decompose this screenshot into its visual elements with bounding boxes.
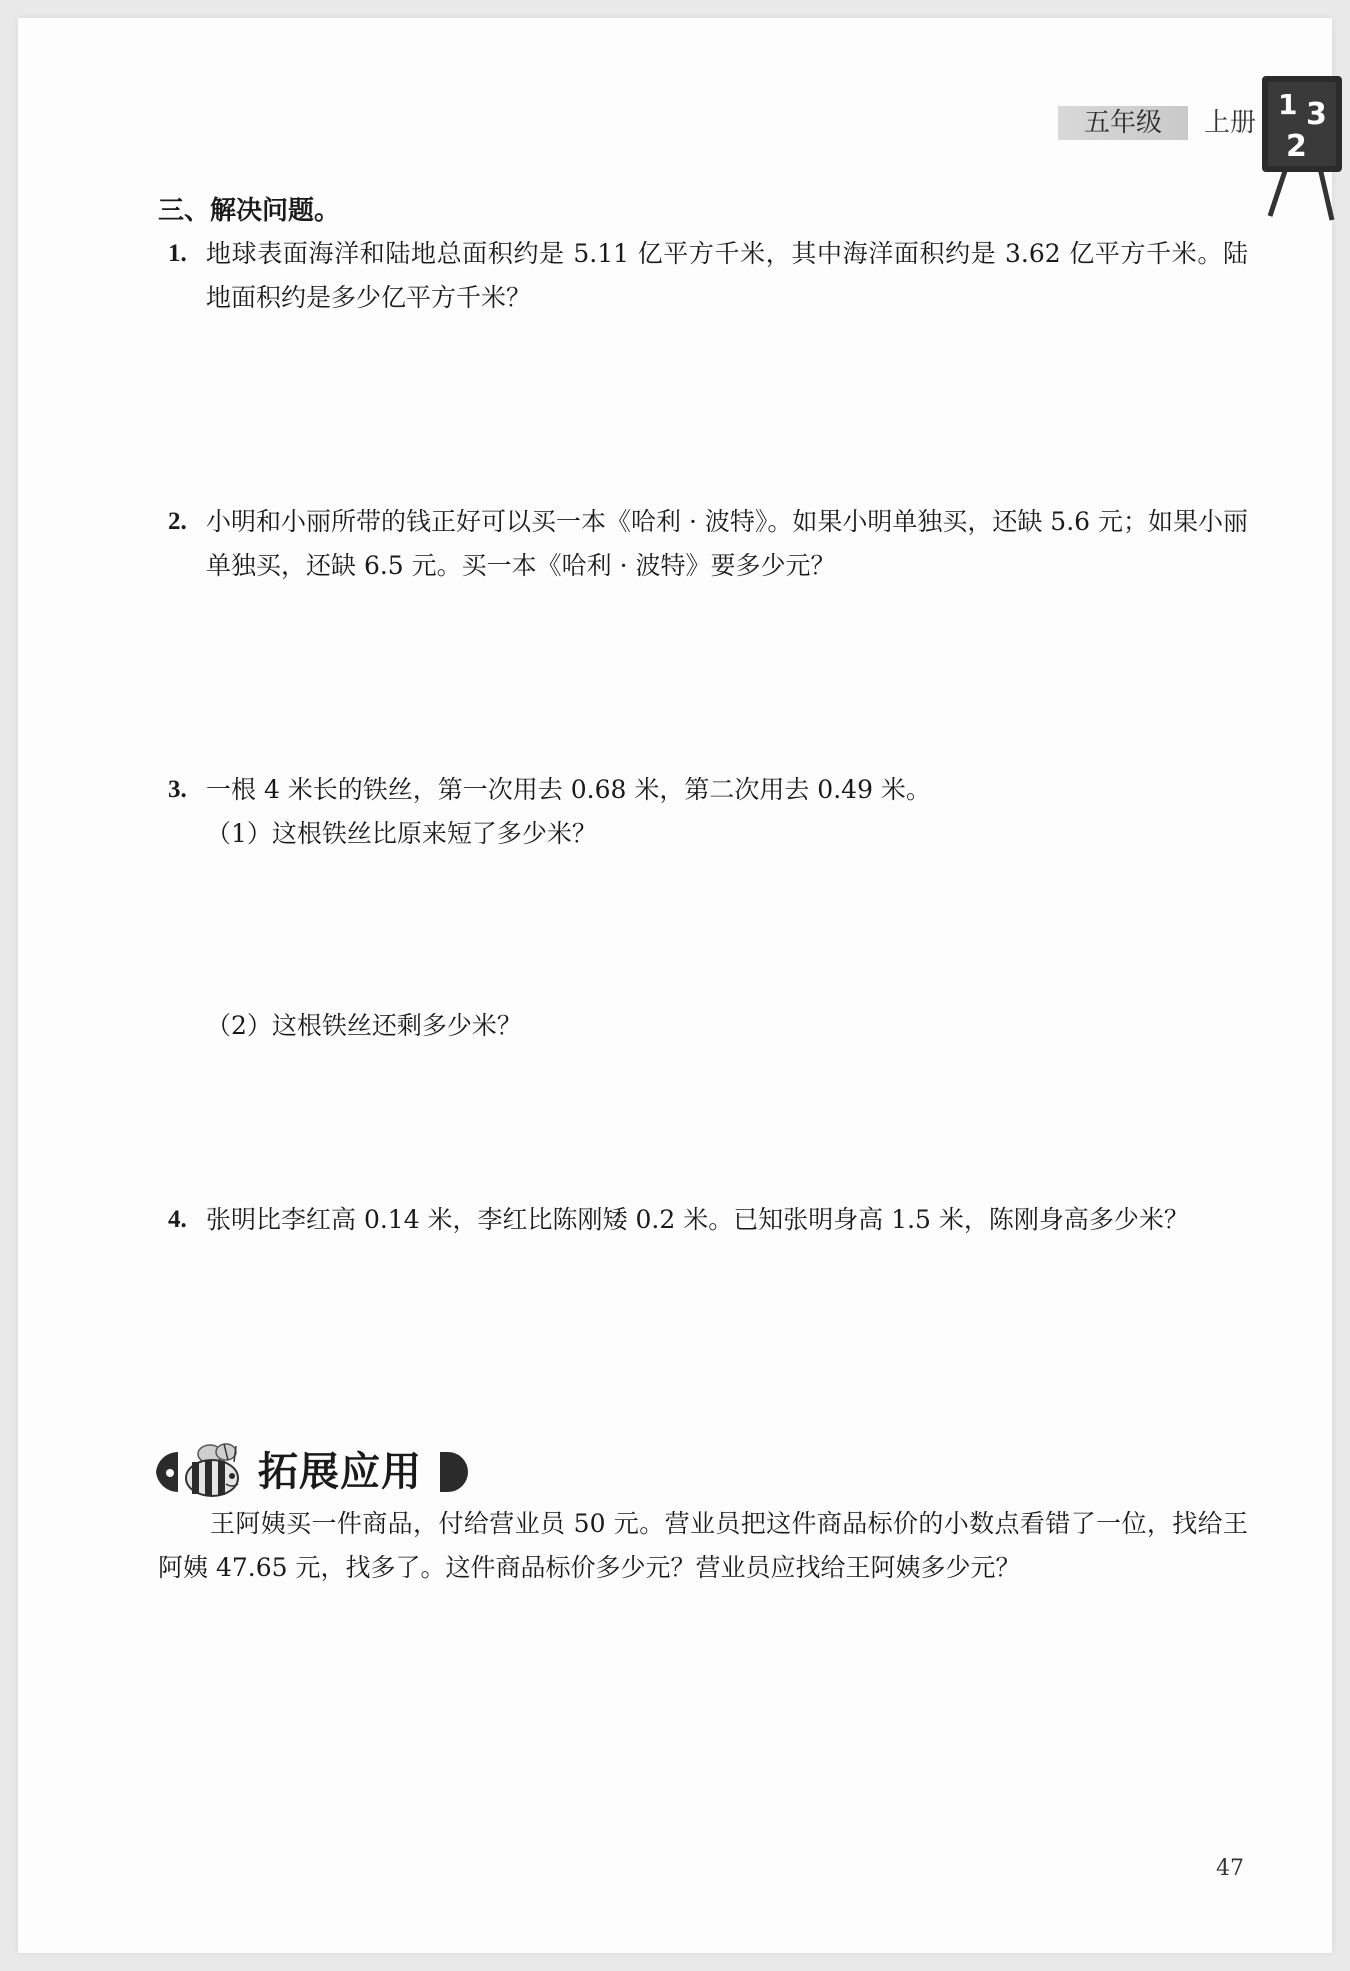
logo-digit-2: 2 xyxy=(1286,129,1307,164)
question-3 xyxy=(168,768,1248,812)
question-number: 4. xyxy=(168,1206,187,1233)
question-3-sub-1: （1）这根铁丝比原来短了多少米？ xyxy=(206,819,597,848)
extension-heading: 拓展应用 xyxy=(258,1449,422,1495)
grade-label: 五年级 xyxy=(1058,106,1188,140)
question-text: 张明比李红高 0.14 米，李红比陈刚矮 0.2 米。已知张明身高 1.5 米，陈刚身高多少米？ xyxy=(206,1205,1189,1234)
page-number: 47 xyxy=(1216,1856,1244,1881)
question-text: 地球表面海洋和陆地总面积约是 5.11 亿平方千米，其中海洋面积约是 3.62 亿平方千米。陆地面积约是多少亿平方千米？ xyxy=(206,239,1248,312)
chalkboard-logo-icon xyxy=(1258,68,1348,228)
logo-digit-1: 1 xyxy=(1278,88,1298,121)
question-number: 1. xyxy=(168,240,187,267)
workbook-page xyxy=(18,18,1332,1953)
logo-digit-3: 3 xyxy=(1306,97,1327,132)
extension-problem: 王阿姨买一件商品，付给营业员 50 元。营业员把这件商品标价的小数点看错了一位，找给王阿姨 47.65 元，找多了。这件商品标价多少元？营业员应找给王阿姨多少元？ xyxy=(158,1509,1248,1582)
question-number: 2. xyxy=(168,508,187,535)
question-1 xyxy=(168,232,1248,320)
question-4 xyxy=(168,1198,1248,1242)
question-number: 3. xyxy=(168,776,187,803)
question-text: 一根 4 米长的铁丝，第一次用去 0.68 米，第二次用去 0.49 米。 xyxy=(206,775,931,804)
question-3-sub-2: （2）这根铁丝还剩多少米？ xyxy=(206,1011,522,1040)
volume-label: 上册 xyxy=(1204,108,1257,138)
section-title: 三、解决问题。 xyxy=(158,196,341,226)
question-2 xyxy=(168,500,1248,588)
question-text: 小明和小丽所带的钱正好可以买一本《哈利 · 波特》。如果小明单独买，还缺 5.6 元；如果小丽单独买，还缺 6.5 元。买一本《哈利 · 波特》要多少元？ xyxy=(206,507,1248,580)
